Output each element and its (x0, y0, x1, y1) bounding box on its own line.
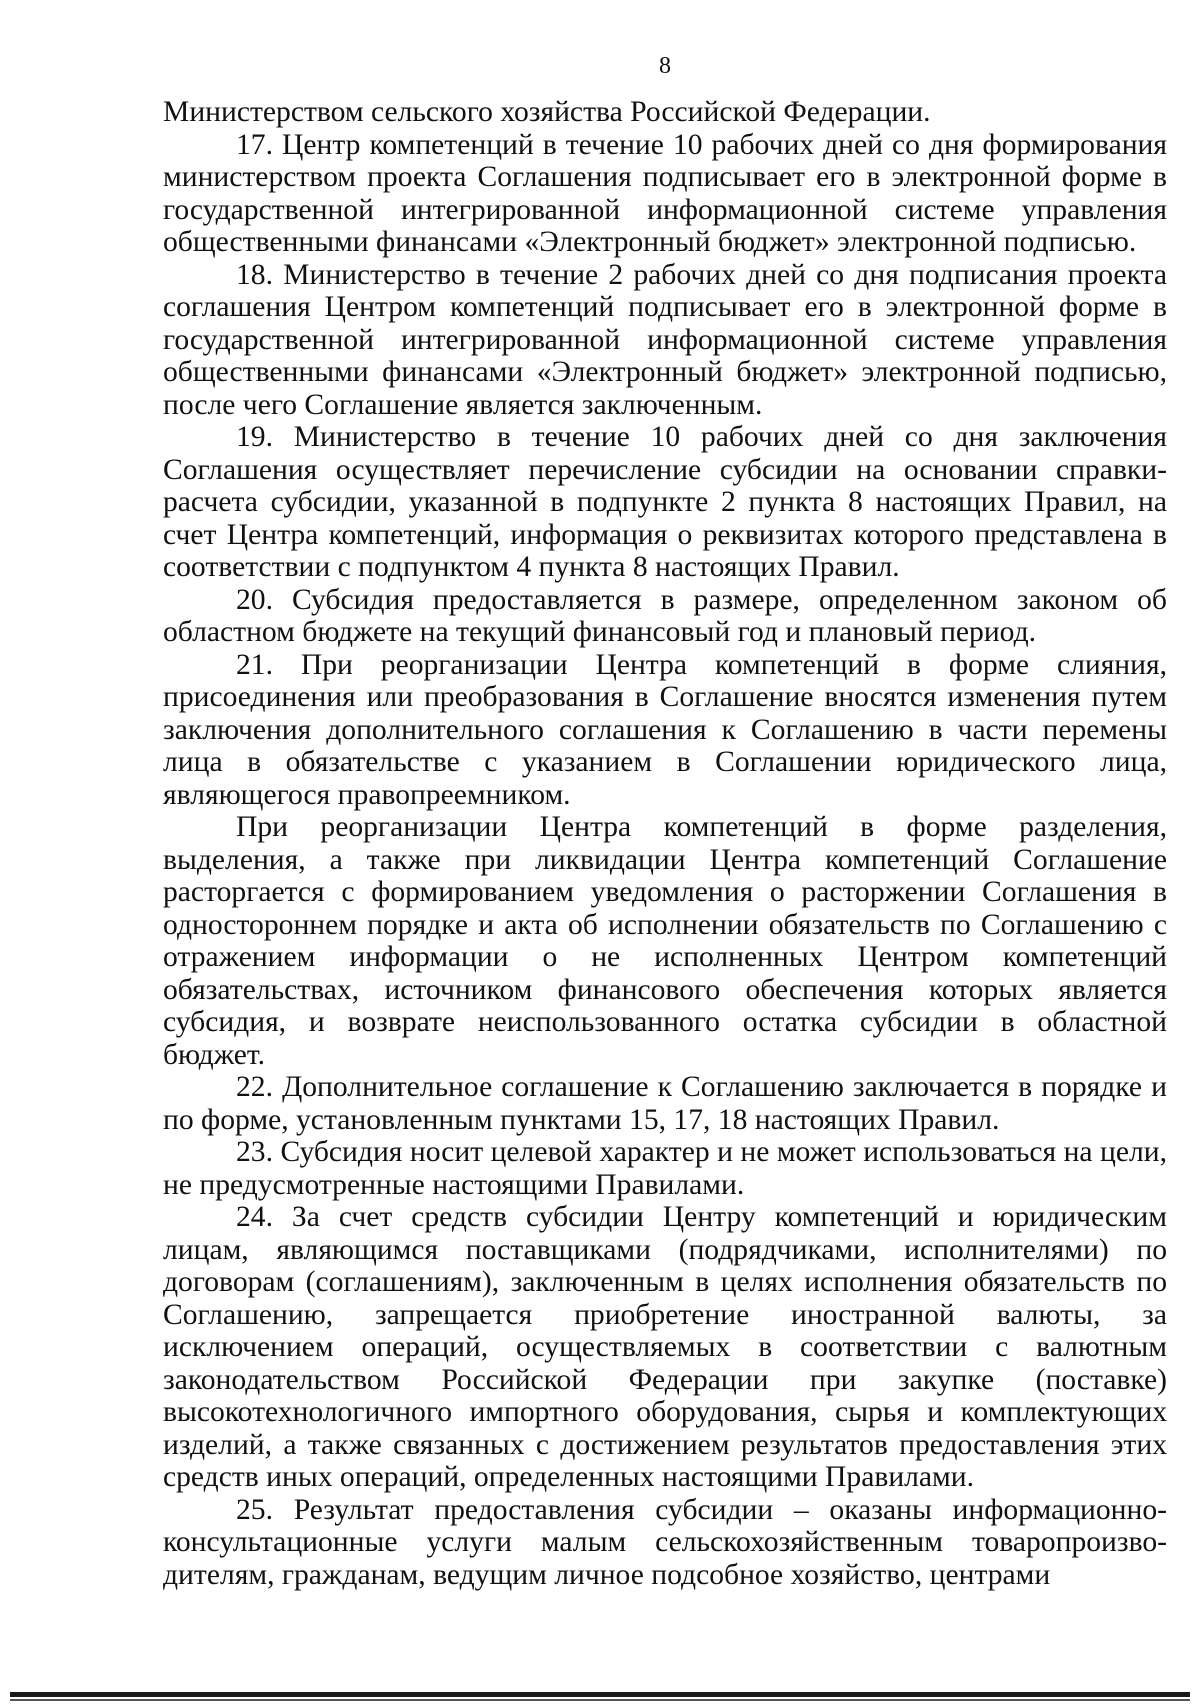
paragraph-20: 20. Субсидия предоставляется в размере, определенном законом об областном бюджете на текущий финансовый год и плановый период. (163, 583, 1167, 648)
paragraph-17: 17. Центр компетенций в течение 10 рабочих дней со дня формирования министерством проекта Соглашения подписывает его в электронной форме в государственной интегрированной информационной системе управления общественными финансами «Электронный бюджет» электронной подписью. (163, 128, 1167, 258)
paragraph-21: 21. При реорганизации Центра компетенций в форме слияния, присоединения или преобразования в Соглашение вносятся изменения путем заключения дополнительного соглашения к Соглашению в части перемены лица в обязательстве с указанием в Соглашении юридического лица, являющегося правопреемником. (163, 648, 1167, 811)
paragraph-22: 22. Дополнительное соглашение к Соглашению заключается в порядке и по форме, установленным пунктами 15, 17, 18 настоящих Правил. (163, 1071, 1167, 1136)
paragraph-18: 18. Министерство в течение 2 рабочих дней со дня подписания проекта соглашения Центром компетенций подписывает его в электронной форме в государственной интегрированной информационной системе управления общественными финансами «Электронный бюджет» электронной подписью, после чего Соглашение является заключенным. (163, 258, 1167, 421)
paragraph-24: 24. За счет средств субсидии Центру компетенций и юридическим лицам, являющимся поставщиками (подрядчиками, исполнителями) по договорам (соглашениям), заключенным в целях исполнения обязательств по Соглашению, запрещается приобретение иностранной валюты, за исключением операций, осуществляемых в соответствии с валютным законодательством Российской Федерации при закупке (поставке) высокотехнологичного импортного оборудования, сырья и комплектующих изделий, а также связанных с достижением результатов предоставления этих средств иных операций, определенных настоящими Правилами. (163, 1201, 1167, 1493)
scan-edge-rule (10, 1692, 1190, 1697)
paragraph-21-reorganization: При реорганизации Центра компетенций в форме разделения, выделения, а также при ликвидации Центра компетенций Соглашение расторгается с формированием уведомления о расторжении Соглашения в одностороннем порядке и акта об исполнении обязательств по Соглашению с отражением информации о не исполненных Центром компетенций обязательствах, источником финансового обеспечения которых является субсидия, и возврате неиспользованного остатка субсидии в областной бюджет. (163, 811, 1167, 1071)
paragraph-25: 25. Результат предоставления субсидии – оказаны информационно-консультационные услуги малым сельскохозяйственным товаропроизво-дителям, гражданам, ведущим личное подсобное хозяйство, центрами (163, 1493, 1167, 1591)
paragraph-23: 23. Субсидия носит целевой характер и не может использоваться на цели, не предусмотренные настоящими Правилами. (163, 1136, 1167, 1201)
scan-edge-rule-thin (10, 1699, 1190, 1701)
paragraph-19: 19. Министерство в течение 10 рабочих дней со дня заключения Соглашения осуществляет перечисление субсидии на основании справки-расчета субсидии, указанной в подпункте 2 пункта 8 настоящих Правил, на счет Центра компетенций, информация о реквизитах которого представлена в соответствии с подпунктом 4 пункта 8 настоящих Правил. (163, 421, 1167, 583)
document-body (163, 96, 1167, 1591)
page-number: 8 (659, 53, 671, 79)
paragraph-continuation: Министерством сельского хозяйства Российской Федерации. (163, 96, 931, 128)
